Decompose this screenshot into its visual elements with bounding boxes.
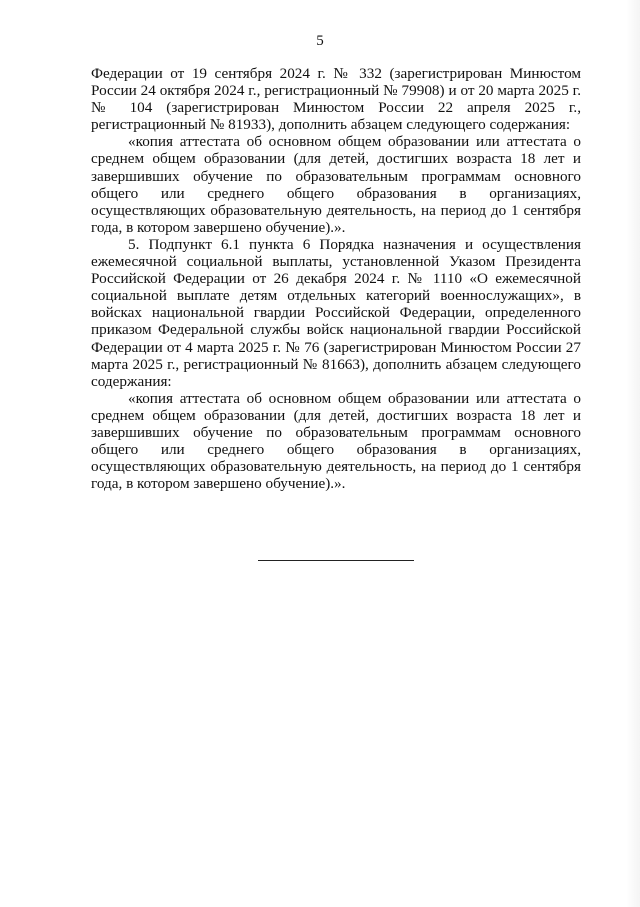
paragraph-item-5: 5. Подпункт 6.1 пункта 6 Порядка назначения и осуществления ежемесячной социальной выплаты, установленной Указом Президента Российской Федерации от 26 декабря 2024 г. № 1110 «О ежемесячной социальной выплате детям отдельных категорий военнослужащих», в войсках национальной гвардии Российской Федерации, определенного приказом Федеральной службы войск национальной гвардии Российской Федерации от 4 марта 2025 г. № 76 (зарегистрирован Минюстом России 27 марта 2025 г., регистрационный № 81663), дополнить абзацем следующего содержания: bbox=[91, 235, 581, 390]
end-divider-line bbox=[258, 560, 414, 561]
paragraph-continuation: Федерации от 19 сентября 2024 г. № 332 (зарегистрирован Минюстом России 24 октября 2024 г., регистрационный № 79908) и от 20 марта 2025 г. № 104 (зарегистрирован Минюстом России 22 апреля 2025 г., регистрационный № 81933), дополнить абзацем следующего содержания: bbox=[91, 65, 581, 134]
paragraph-quote-2: «копия аттестата об основном общем образовании или аттестата о среднем общем образовании (для детей, достигших возраста 18 лет и завершивших обучение по образовательным программам основного общего или среднего общего образования в организациях, осуществляющих образовательную деятельность, на период до 1 сентября года, в котором завершено обучение).». bbox=[91, 389, 581, 493]
page-number: 5 bbox=[316, 33, 324, 49]
scan-edge-shadow bbox=[626, 0, 640, 907]
paragraph-quote-1: «копия аттестата об основном общем образовании или аттестата о среднем общем образовании (для детей, достигших возраста 18 лет и завершивших обучение по образовательным программам основного общего или среднего общего образования в организациях, осуществляющих образовательную деятельность, на период до 1 сентября года, в котором завершено обучение).». bbox=[91, 133, 581, 236]
document-body bbox=[91, 65, 581, 492]
